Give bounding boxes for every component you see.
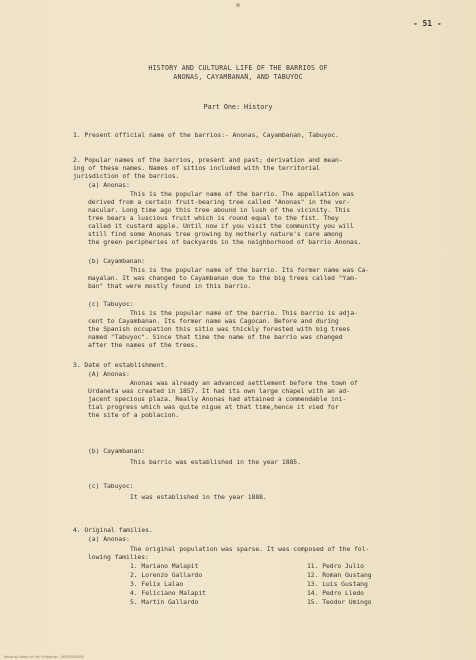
family-left-1: 1. Mariano Malapit — [130, 562, 199, 570]
item-2-line-3: jurisdiction of the barrios. — [73, 172, 180, 180]
punch-hole — [236, 3, 240, 7]
family-right-4: 14. Pedro Lledo — [307, 589, 364, 597]
item-2a-line-7: the green peripheries of backyards in the neighborhood of barrio Anonas. — [88, 238, 362, 246]
item-3b-line: This barrio was established in the year 1885. — [130, 458, 301, 466]
item-2a-line-6: still find some Anonas tree growing by motherly nature's care among — [88, 230, 343, 238]
item-4a-label: (a) Anonas: — [88, 535, 130, 543]
family-left-3: 3. Felix Lalao — [130, 580, 184, 588]
item-2b-line-2: mayalan. It was changed to Cayambanan due to the big trees called "Yam- — [88, 274, 358, 282]
item-2a-line-3: nacular. Long time ago this tree abound in lush of the vicinity. This — [88, 206, 351, 214]
item-4-line: 4. Original families. — [73, 526, 153, 534]
item-2c-line-5: after the names of the trees. — [88, 341, 199, 349]
item-2b-line-3: ban" that were mostly found in this barrio. — [88, 282, 252, 290]
item-2a-label: (a) Anonas: — [88, 181, 130, 189]
page-number: - 51 - — [413, 19, 442, 28]
item-3a-line-4: tial progress which was quite nigue at that time,hence it vied for — [88, 403, 339, 411]
item-1: 1. Present official name of the barrios:- Anonas, Cayambanan, Tabuyoc. — [73, 131, 339, 139]
family-right-5: 15. Teodor Umingo — [307, 598, 372, 606]
title-line-1: HISTORY AND CULTURAL LIFE OF THE BARRIOS OF — [148, 64, 328, 72]
item-2a-line-1: This is the popular name of the barrio. The appellation was — [130, 190, 355, 198]
item-2c-line-1: This is the popular name of the barrio. This barrio is adja- — [130, 309, 358, 317]
item-2a-line-2: derived from a certain fruit-bearing tree called "Anonas" in the ver- — [88, 198, 351, 206]
item-2a-line-5: called it custard apple. Until now if you visit the community you will — [88, 222, 354, 230]
family-left-4: 4. Feliciano Malapit — [130, 589, 206, 597]
footer-caption: National Library of the Philippines - HDP00000000 — [4, 655, 85, 659]
item-3a-line-1: Anonas was already an advanced settlement before the town of — [130, 379, 358, 387]
item-2b-label: (b) Cayambanan: — [88, 257, 145, 265]
family-left-5: 5. Martin Gallardo — [130, 598, 199, 606]
family-right-1: 11. Pedro Julio — [307, 562, 364, 570]
item-2c-line-3: the Spanish occupation this sitio was thickly forested with big trees — [88, 325, 351, 333]
item-3c-line: It was established in the year 1888. — [130, 493, 267, 501]
item-3a-line-3: jacent specious plaza. Really Anonas had attained a commendable ini- — [88, 395, 347, 403]
item-2a-line-4: tree bears a luscious fruit which is round equal to the fist. They — [88, 214, 339, 222]
title-line-2: ANONAS, CAYAMBANAN, AND TABUYOC — [173, 73, 303, 81]
item-2-line-2: ing of these names. Names of sitios included with the territorial — [73, 164, 320, 172]
family-right-3: 13. Luis Gustang — [307, 580, 368, 588]
item-4a-line-2: lowing families: — [88, 553, 149, 561]
item-4a-line-1: The original population was sparse. It was composed of the fol- — [130, 545, 370, 553]
item-3c-label: (c) Tabuyoc: — [88, 482, 134, 490]
item-2c-label: (c) Tabuyoc: — [88, 300, 134, 308]
item-3b-label: (b) Cayambanan: — [88, 447, 145, 455]
item-3a-line-2: Urdaneta was created in 1857. It had its own large chapel with an ad- — [88, 387, 351, 395]
item-2c-line-2: cent to Cayambanan. Its former name was Cagocan. Before and during — [88, 317, 339, 325]
family-right-2: 12. Roman Gustang — [307, 571, 372, 579]
part-heading: Part One: History — [203, 103, 273, 111]
item-3-line: 3. Date of establishment. — [73, 361, 168, 369]
family-left-2: 2. Lorenzo Gallardo — [130, 571, 203, 579]
item-3a-line-5: the site of a poblacion. — [88, 411, 180, 419]
item-2b-line-1: This is the popular name of the barrio. Its former name was Ca- — [130, 266, 370, 274]
item-2c-line-4: named "Tabuyoc". Since that time the name of the barrio was changed — [88, 333, 343, 341]
item-3a-label: (A) Anonas: — [88, 370, 130, 378]
item-2-line-1: 2. Popular names of the barrios, present and past; derivation and mean- — [73, 156, 343, 164]
